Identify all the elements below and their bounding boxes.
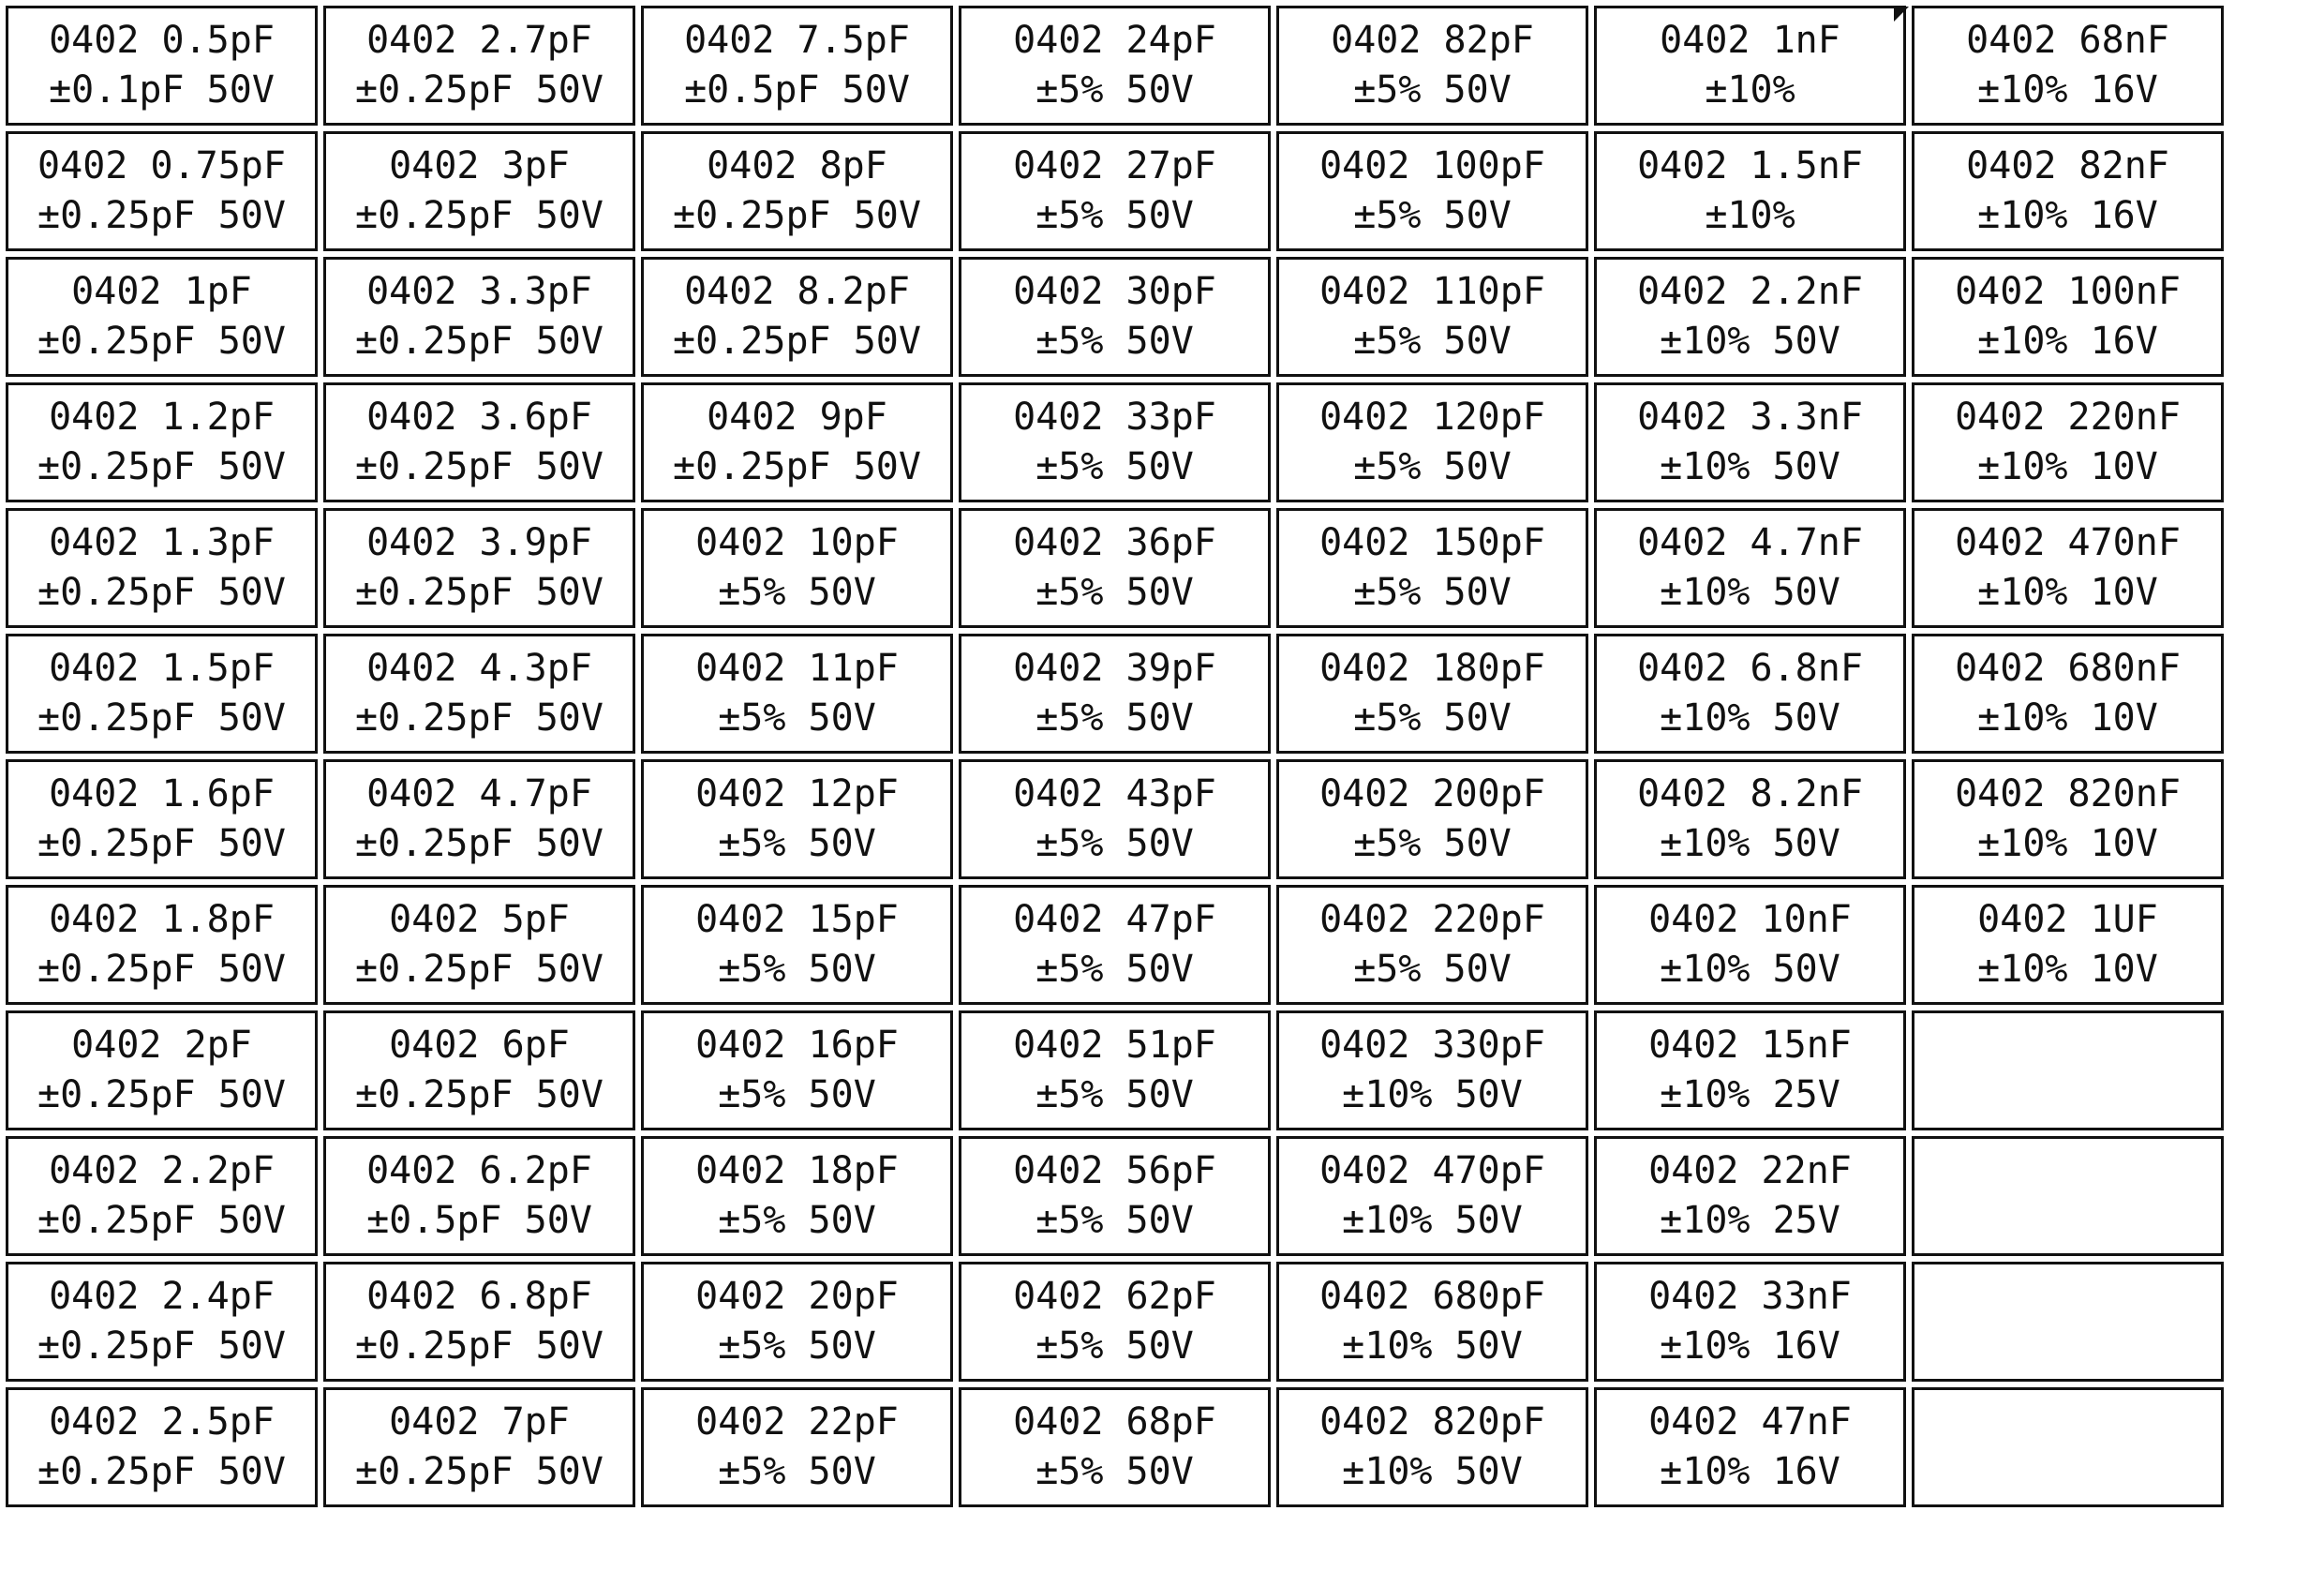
capacitor-tolerance-voltage: ±0.25pF 50V [37,1199,286,1242]
table-cell [6,1387,318,1507]
capacitor-value: 0402 47pF [1013,898,1216,941]
capacitor-value: 0402 11pF [695,647,899,690]
table-cell [323,382,635,502]
capacitor-value: 0402 110pF [1319,270,1545,313]
table-cell [959,508,1271,628]
capacitor-tolerance-voltage: ±5% 50V [1035,1324,1194,1368]
capacitor-tolerance-voltage: ±10% 25V [1660,1073,1840,1116]
capacitor-tolerance-voltage: ±0.25pF 50V [37,696,286,740]
capacitor-value: 0402 100pF [1319,144,1545,187]
capacitor-tolerance-voltage: ±5% 50V [1353,822,1512,865]
table-cell [1594,508,1906,628]
table-cell [959,1010,1271,1130]
capacitor-value: 0402 0.5pF [49,19,275,62]
capacitor-value: 0402 16pF [695,1024,899,1067]
capacitor-tolerance-voltage: ±5% 50V [1035,696,1194,740]
table-cell [1276,257,1588,377]
table-cell [959,6,1271,126]
table-cell [6,1010,318,1130]
table-cell-empty [1912,1387,2224,1507]
capacitor-tolerance-voltage: ±0.25pF 50V [37,1450,286,1493]
table-cell [1276,131,1588,251]
capacitor-tolerance-voltage: ±10% 50V [1342,1199,1523,1242]
table-cell [641,1262,953,1382]
capacitor-value: 0402 1UF [1977,898,2158,941]
table-cell [6,508,318,628]
table-cell [1912,508,2224,628]
capacitor-value: 0402 15nF [1648,1024,1852,1067]
table-cell [1276,382,1588,502]
table-row [6,1262,2224,1382]
table-cell [641,885,953,1005]
capacitor-value: 0402 220nF [1955,396,2181,439]
capacitor-tolerance-voltage: ±10% 10V [1977,571,2158,614]
table-cell [1594,131,1906,251]
capacitor-table-body [6,6,2224,1507]
table-cell-empty [1912,1262,2224,1382]
capacitor-tolerance-voltage: ±10% 50V [1342,1073,1523,1116]
capacitor-tolerance-voltage: ±5% 50V [718,1073,876,1116]
capacitor-tolerance-voltage: ±0.25pF 50V [355,1324,603,1368]
table-cell [323,131,635,251]
table-cell [641,508,953,628]
table-row [6,759,2224,879]
capacitor-tolerance-voltage: ±5% 50V [718,696,876,740]
capacitor-value: 0402 200pF [1319,772,1545,815]
capacitor-tolerance-voltage: ±0.25pF 50V [37,822,286,865]
table-cell [323,6,635,126]
capacitor-tolerance-voltage: ±0.25pF 50V [37,194,286,237]
capacitor-tolerance-voltage: ±5% 50V [1353,194,1512,237]
table-cell [6,257,318,377]
table-row [6,885,2224,1005]
capacitor-tolerance-voltage: ±10% 16V [1977,320,2158,363]
table-cell [323,885,635,1005]
table-cell [323,508,635,628]
capacitor-tolerance-voltage: ±0.25pF 50V [355,696,603,740]
capacitor-value: 0402 12pF [695,772,899,815]
table-cell [323,1262,635,1382]
table-cell [6,6,318,126]
capacitor-tolerance-voltage: ±10% 10V [1977,948,2158,991]
capacitor-value: 0402 2.2pF [49,1149,275,1192]
table-row [6,1136,2224,1256]
capacitor-tolerance-voltage: ±10% 50V [1660,822,1840,865]
capacitor-value: 0402 6.8nF [1637,647,1863,690]
capacitor-value: 0402 680nF [1955,647,2181,690]
capacitor-value: 0402 56pF [1013,1149,1216,1192]
table-cell [641,257,953,377]
table-cell [641,1136,953,1256]
table-cell [1912,131,2224,251]
table-cell [1594,1136,1906,1256]
capacitor-tolerance-voltage: ±0.25pF 50V [355,1073,603,1116]
capacitor-value: 0402 22nF [1648,1149,1852,1192]
table-cell [1594,6,1906,126]
table-cell [1276,759,1588,879]
capacitor-tolerance-voltage: ±10% 16V [1660,1324,1840,1368]
table-cell [959,1262,1271,1382]
table-cell [323,1136,635,1256]
capacitor-value: 0402 6.8pF [366,1275,592,1318]
capacitor-value: 0402 39pF [1013,647,1216,690]
capacitor-value: 0402 1.5nF [1637,144,1863,187]
capacitor-tolerance-voltage: ±5% 50V [1035,948,1194,991]
capacitor-value: 0402 2.2nF [1637,270,1863,313]
capacitor-tolerance-voltage: ±0.25pF 50V [355,194,603,237]
capacitor-tolerance-voltage: ±10% 50V [1660,948,1840,991]
capacitor-tolerance-voltage: ±10% 50V [1660,320,1840,363]
capacitor-tolerance-voltage: ±0.25pF 50V [37,1073,286,1116]
table-row [6,508,2224,628]
cell-corner-marker [1894,7,1909,22]
capacitor-value: 0402 330pF [1319,1024,1545,1067]
table-row [6,634,2224,754]
table-cell [1276,1387,1588,1507]
capacitor-tolerance-voltage: ±10% 50V [1342,1450,1523,1493]
table-cell [1912,885,2224,1005]
table-cell [959,1136,1271,1256]
capacitor-tolerance-voltage: ±10% [1705,68,1795,112]
table-cell [959,634,1271,754]
capacitor-value: 0402 68pF [1013,1400,1216,1444]
capacitor-value: 0402 82pF [1331,19,1534,62]
table-cell [6,1262,318,1382]
capacitor-tolerance-voltage: ±0.25pF 50V [37,948,286,991]
table-cell [641,131,953,251]
capacitor-value: 0402 47nF [1648,1400,1852,1444]
table-cell [959,131,1271,251]
capacitor-value: 0402 6.2pF [366,1149,592,1192]
capacitor-tolerance-voltage: ±0.25pF 50V [673,320,921,363]
table-cell [1276,508,1588,628]
table-cell [6,634,318,754]
capacitor-value: 0402 220pF [1319,898,1545,941]
table-cell [323,1010,635,1130]
table-cell [1912,257,2224,377]
capacitor-value: 0402 1.5pF [49,647,275,690]
capacitor-value: 0402 1nF [1660,19,1840,62]
capacitor-tolerance-voltage: ±5% 50V [1353,445,1512,488]
capacitor-value: 0402 100nF [1955,270,2181,313]
capacitor-value: 0402 680pF [1319,1275,1545,1318]
capacitor-value: 0402 6pF [389,1024,570,1067]
table-cell [6,382,318,502]
capacitor-tolerance-voltage: ±5% 50V [718,1199,876,1242]
capacitor-tolerance-voltage: ±5% 50V [1035,1450,1194,1493]
table-cell [323,1387,635,1507]
capacitor-tolerance-voltage: ±10% 16V [1977,68,2158,112]
capacitor-value: 0402 2.4pF [49,1275,275,1318]
table-cell [323,257,635,377]
table-cell [1594,1010,1906,1130]
table-cell [1276,885,1588,1005]
capacitor-value: 0402 2pF [71,1024,252,1067]
capacitor-tolerance-voltage: ±10% 50V [1660,696,1840,740]
table-row [6,382,2224,502]
table-row [6,131,2224,251]
capacitor-tolerance-voltage: ±0.25pF 50V [37,571,286,614]
capacitor-value: 0402 10pF [695,521,899,564]
capacitor-value: 0402 820pF [1319,1400,1545,1444]
table-cell [1276,1262,1588,1382]
table-cell [959,759,1271,879]
table-cell [1912,634,2224,754]
capacitor-value: 0402 24pF [1013,19,1216,62]
capacitor-value: 0402 51pF [1013,1024,1216,1067]
capacitor-tolerance-voltage: ±10% 50V [1660,571,1840,614]
capacitor-value: 0402 3.3pF [366,270,592,313]
capacitor-value: 0402 43pF [1013,772,1216,815]
capacitor-tolerance-voltage: ±5% 50V [718,822,876,865]
capacitor-value: 0402 2.7pF [366,19,592,62]
table-cell [6,131,318,251]
capacitor-tolerance-voltage: ±0.25pF 50V [355,68,603,112]
table-cell [959,257,1271,377]
table-cell [1594,1262,1906,1382]
capacitor-value: 0402 68nF [1966,19,2169,62]
capacitor-value: 0402 4.7pF [366,772,592,815]
table-row [6,1387,2224,1507]
table-row [6,1010,2224,1130]
capacitor-tolerance-voltage: ±0.25pF 50V [37,320,286,363]
capacitor-value: 0402 120pF [1319,396,1545,439]
capacitor-value: 0402 470pF [1319,1149,1545,1192]
capacitor-tolerance-voltage: ±5% 50V [718,1324,876,1368]
capacitor-tolerance-voltage: ±0.25pF 50V [355,822,603,865]
capacitor-tolerance-voltage: ±10% 16V [1977,194,2158,237]
capacitor-value: 0402 1.2pF [49,396,275,439]
capacitor-tolerance-voltage: ±0.5pF 50V [366,1199,592,1242]
capacitor-value: 0402 1.3pF [49,521,275,564]
capacitor-value: 0402 10nF [1648,898,1852,941]
capacitor-tolerance-voltage: ±0.25pF 50V [355,445,603,488]
capacitor-value: 0402 150pF [1319,521,1545,564]
capacitor-tolerance-voltage: ±5% 50V [1353,948,1512,991]
capacitor-tolerance-voltage: ±5% 50V [1353,320,1512,363]
capacitor-tolerance-voltage: ±10% 50V [1660,445,1840,488]
table-cell [641,634,953,754]
capacitor-value: 0402 15pF [695,898,899,941]
capacitor-value: 0402 1.8pF [49,898,275,941]
capacitor-value: 0402 4.3pF [366,647,592,690]
table-cell [1594,885,1906,1005]
capacitor-tolerance-voltage: ±5% 50V [1035,68,1194,112]
table-cell [1276,6,1588,126]
capacitor-tolerance-voltage: ±5% 50V [1035,320,1194,363]
table-cell [959,382,1271,502]
capacitor-value: 0402 2.5pF [49,1400,275,1444]
capacitor-tolerance-voltage: ±5% 50V [1035,445,1194,488]
capacitor-tolerance-voltage: ±0.1pF 50V [49,68,275,112]
capacitor-tolerance-voltage: ±10% 16V [1660,1450,1840,1493]
capacitor-tolerance-voltage: ±0.25pF 50V [673,445,921,488]
table-cell [641,1010,953,1130]
capacitor-tolerance-voltage: ±0.25pF 50V [355,1450,603,1493]
table-cell [641,6,953,126]
table-cell [1594,382,1906,502]
table-cell [1594,634,1906,754]
table-row [6,257,2224,377]
table-cell [6,885,318,1005]
table-cell [959,885,1271,1005]
table-cell [323,759,635,879]
capacitor-tolerance-voltage: ±10% 10V [1977,445,2158,488]
capacitor-value: 0402 3.9pF [366,521,592,564]
table-cell [1912,6,2224,126]
capacitor-tolerance-voltage: ±5% 50V [1035,194,1194,237]
capacitor-tolerance-voltage: ±5% 50V [1035,571,1194,614]
capacitor-tolerance-voltage: ±0.5pF 50V [684,68,910,112]
capacitor-value: 0402 7.5pF [684,19,910,62]
table-cell-empty [1912,1010,2224,1130]
table-cell [1276,634,1588,754]
capacitor-tolerance-voltage: ±5% 50V [1353,68,1512,112]
table-cell [641,759,953,879]
capacitor-value: 0402 20pF [695,1275,899,1318]
table-cell [6,1136,318,1256]
capacitor-tolerance-voltage: ±5% 50V [1035,1073,1194,1116]
capacitor-tolerance-voltage: ±5% 50V [1353,696,1512,740]
capacitor-tolerance-voltage: ±10% 10V [1977,696,2158,740]
capacitor-value: 0402 0.75pF [37,144,286,187]
table-cell [1594,759,1906,879]
capacitor-value: 0402 3.3nF [1637,396,1863,439]
table-cell [1594,1387,1906,1507]
capacitor-value: 0402 82nF [1966,144,2169,187]
capacitor-tolerance-voltage: ±0.25pF 50V [355,320,603,363]
capacitor-tolerance-voltage: ±0.25pF 50V [37,445,286,488]
capacitor-tolerance-voltage: ±5% 50V [718,571,876,614]
capacitor-value: 0402 62pF [1013,1275,1216,1318]
table-cell [641,382,953,502]
capacitor-tolerance-voltage: ±5% 50V [718,948,876,991]
capacitor-tolerance-voltage: ±5% 50V [1353,571,1512,614]
table-cell [959,1387,1271,1507]
capacitor-value: 0402 7pF [389,1400,570,1444]
capacitor-value: 0402 1.6pF [49,772,275,815]
capacitor-value: 0402 5pF [389,898,570,941]
capacitor-tolerance-voltage: ±5% 50V [1035,822,1194,865]
capacitor-value: 0402 18pF [695,1149,899,1192]
capacitor-tolerance-voltage: ±0.25pF 50V [355,948,603,991]
capacitor-value: 0402 4.7nF [1637,521,1863,564]
table-cell-empty [1912,1136,2224,1256]
capacitor-tolerance-voltage: ±5% 50V [1035,1199,1194,1242]
table-cell [323,634,635,754]
capacitor-tolerance-voltage: ±0.25pF 50V [673,194,921,237]
capacitor-tolerance-voltage: ±10% 25V [1660,1199,1840,1242]
table-cell [1594,257,1906,377]
capacitor-value: 0402 1pF [71,270,252,313]
capacitor-tolerance-voltage: ±0.25pF 50V [355,571,603,614]
table-cell [1912,382,2224,502]
capacitor-value: 0402 27pF [1013,144,1216,187]
table-cell [1276,1136,1588,1256]
capacitor-value: 0402 820nF [1955,772,2181,815]
capacitor-value: 0402 180pF [1319,647,1545,690]
table-row [6,6,2224,126]
capacitor-tolerance-voltage: ±0.25pF 50V [37,1324,286,1368]
capacitor-tolerance-voltage: ±10% 50V [1342,1324,1523,1368]
table-cell [6,759,318,879]
table-cell [1276,1010,1588,1130]
table-cell [1912,759,2224,879]
capacitor-tolerance-voltage: ±10% 10V [1977,822,2158,865]
capacitor-tolerance-voltage: ±10% [1705,194,1795,237]
capacitor-tolerance-voltage: ±5% 50V [718,1450,876,1493]
capacitor-value: 0402 3pF [389,144,570,187]
capacitor-value: 0402 8pF [707,144,887,187]
capacitor-value: 0402 33nF [1648,1275,1852,1318]
capacitor-value: 0402 30pF [1013,270,1216,313]
table-cell [641,1387,953,1507]
capacitor-value: 0402 9pF [707,396,887,439]
capacitor-value: 0402 36pF [1013,521,1216,564]
capacitor-value: 0402 22pF [695,1400,899,1444]
capacitor-value: 0402 33pF [1013,396,1216,439]
capacitor-value: 0402 3.6pF [366,396,592,439]
capacitor-value: 0402 470nF [1955,521,2181,564]
capacitor-value: 0402 8.2pF [684,270,910,313]
capacitor-value: 0402 8.2nF [1637,772,1863,815]
